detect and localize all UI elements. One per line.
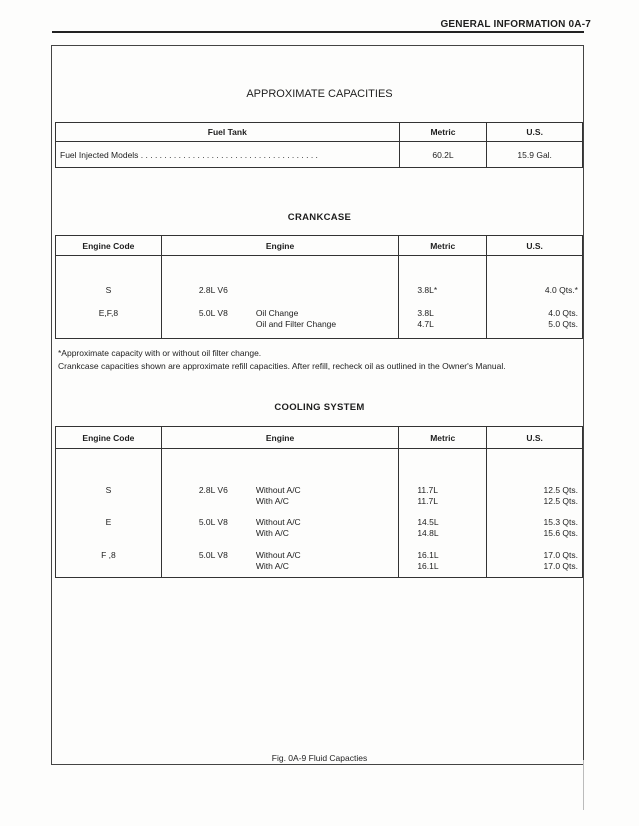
footnote: Crankcase capacities shown are approximate refill capacities. After refill, recheck oil as outlined in the Owner's Manual. <box>58 361 506 371</box>
table-cell: F ,8 <box>101 550 116 560</box>
crankcase-header-row <box>56 236 583 256</box>
table-cell: 5.0L V8 <box>198 550 228 560</box>
table-cell: With A/C <box>255 528 289 538</box>
table-cell: Oil Change <box>255 308 299 318</box>
table-cell: Without A/C <box>255 517 301 527</box>
engine-code-header: Engine Code <box>56 236 162 256</box>
crankcase-body-row <box>56 256 583 339</box>
figure-caption: Fig. 0A-9 Fluid Capacties <box>271 753 368 763</box>
table-cell: E,F,8 <box>98 308 119 318</box>
table-cell: 15.3 Qts. <box>543 517 578 527</box>
us-header: U.S. <box>487 123 583 142</box>
fuel-tank-row-label: Fuel Injected Models . . . . . . . . . . . . . . . . . . . . . . . . . . . . . . . . . . . . . . <box>56 142 400 168</box>
table-cell: 2.8L V6 <box>198 285 228 295</box>
crankcase-table <box>55 235 583 339</box>
fuel-tank-header: Fuel Tank <box>56 123 400 142</box>
table-cell: 3.8L* <box>417 285 438 295</box>
header-rule <box>52 31 584 33</box>
table-cell: 15.6 Qts. <box>543 528 578 538</box>
table-cell: 14.5L <box>417 517 439 527</box>
footnote: *Approximate capacity with or without oil filter change. <box>58 348 262 358</box>
frame-margin-line <box>583 760 602 810</box>
engine-code-column <box>56 449 162 578</box>
fuel-tank-us: 15.9 Gal. <box>487 142 583 168</box>
table-cell: 4.0 Qts.* <box>544 285 578 295</box>
table-cell: 17.0 Qts. <box>543 561 578 571</box>
table-cell: 5.0 Qts. <box>548 319 578 329</box>
metric-column <box>399 256 487 339</box>
metric-column <box>399 449 487 578</box>
us-column <box>487 256 583 339</box>
table-cell: 4.0 Qts. <box>548 308 578 318</box>
cooling-body-row <box>56 449 583 578</box>
metric-header: Metric <box>399 236 487 256</box>
cooling-table <box>55 426 583 578</box>
cooling-header-row <box>56 427 583 449</box>
engine-header: Engine <box>161 427 399 449</box>
metric-header: Metric <box>399 123 487 142</box>
table-cell: 11.7L <box>417 496 438 506</box>
engine-code-column <box>56 256 162 339</box>
table-cell: Without A/C <box>255 485 301 495</box>
capacities-title: APPROXIMATE CAPACITIES <box>246 88 393 100</box>
table-cell: With A/C <box>255 496 289 506</box>
metric-header: Metric <box>399 427 487 449</box>
table-cell: Without A/C <box>255 550 301 560</box>
engine-header: Engine <box>161 236 399 256</box>
table-row <box>56 142 583 168</box>
table-cell: 2.8L V6 <box>198 485 228 495</box>
us-column <box>487 449 583 578</box>
engine-code-header: Engine Code <box>56 427 162 449</box>
table-cell: 5.0L V8 <box>198 517 228 527</box>
page-header-title: GENERAL INFORMATION 0A-7 <box>440 19 591 30</box>
engine-column <box>161 256 399 339</box>
table-cell: 11.7L <box>417 485 438 495</box>
us-header: U.S. <box>487 427 583 449</box>
table-cell: 12.5 Qts. <box>543 496 578 506</box>
crankcase-title: CRANKCASE <box>287 212 352 223</box>
fuel-tank-metric: 60.2L <box>399 142 487 168</box>
table-cell: 3.8L <box>417 308 434 318</box>
table-cell: E <box>105 517 112 527</box>
table-cell: Oil and Filter Change <box>255 319 337 329</box>
fuel-tank-header-row <box>56 123 583 142</box>
us-header: U.S. <box>487 236 583 256</box>
table-cell: S <box>105 485 112 495</box>
table-cell: 5.0L V8 <box>198 308 228 318</box>
engine-column <box>161 449 399 578</box>
table-cell: 12.5 Qts. <box>543 485 578 495</box>
cooling-system-title: COOLING SYSTEM <box>274 402 365 413</box>
table-cell: 17.0 Qts. <box>543 550 578 560</box>
table-cell: S <box>105 285 112 295</box>
table-cell: 16.1L <box>417 561 439 571</box>
table-cell: 16.1L <box>417 550 439 560</box>
table-cell: 4.7L <box>417 319 434 329</box>
fuel-tank-table <box>55 122 583 168</box>
table-cell: With A/C <box>255 561 289 571</box>
table-cell: 14.8L <box>417 528 439 538</box>
